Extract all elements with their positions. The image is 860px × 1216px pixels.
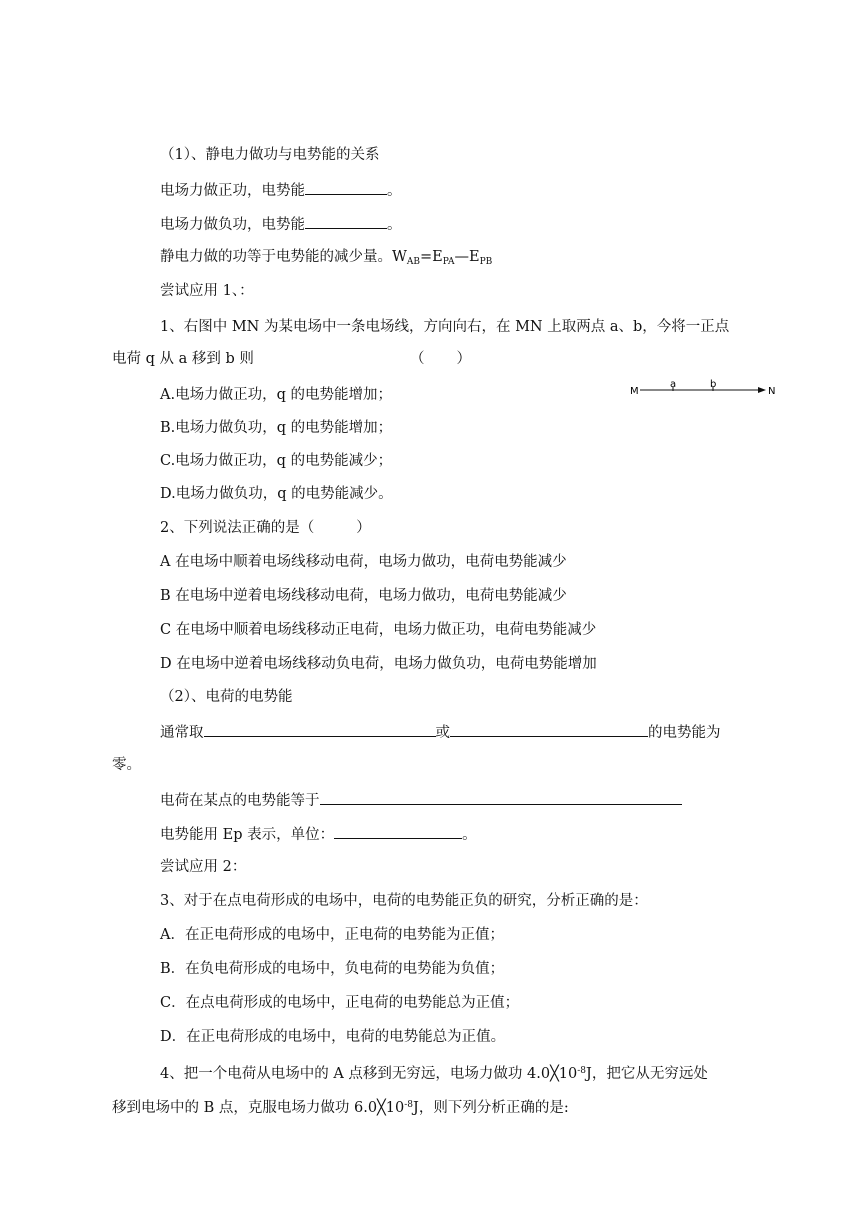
- q4-line2-tail: J，则下列分析正确的是:: [413, 1100, 569, 1116]
- relation-sub-pb: PB: [479, 257, 493, 267]
- symbol-text: 电势能用 Ep 表示，单位：: [160, 827, 335, 843]
- field-arrow-icon: [758, 387, 766, 393]
- relation-line: [160, 248, 492, 271]
- q3-option-d: D．在正电荷形成的电场中，电荷的电势能总为正值。: [160, 1029, 506, 1045]
- figure-label-n: N: [768, 386, 776, 397]
- symbol-end: 。: [462, 827, 477, 843]
- q4-line2-text: 移到电场中的 B 点，克服电场力做功 6.0╳10: [112, 1100, 405, 1116]
- zero-line: [160, 722, 721, 742]
- point-energy-line: [160, 790, 682, 810]
- q4-line1-text: 4、把一个电荷从电场中的 A 点移到无穷远，电场力做功 4.0╳10: [160, 1066, 578, 1082]
- field-line-figure: [628, 376, 778, 400]
- q2-option-a: A 在电场中顺着电场线移动电荷，电场力做功，电荷电势能减少: [160, 554, 567, 570]
- q1-option-b: B.电场力做负功，q 的电势能增加；: [160, 420, 393, 436]
- q1-paren-close: ）: [456, 351, 471, 367]
- q2-option-c: C 在电场中顺着电场线移动正电荷，电场力做正功，电荷电势能减少: [160, 622, 597, 638]
- q2-option-d: D 在电场中逆着电场线移动负电荷，电场力做负功，电荷电势能增加: [160, 656, 597, 672]
- q2-stem: [160, 519, 371, 537]
- pos-work-end: 。: [387, 183, 402, 199]
- symbol-line: [160, 824, 477, 844]
- relation-sub-ab: AB: [406, 257, 421, 267]
- q3-option-b: B．在负电荷形成的电场中，负电荷的电势能为负值；: [160, 961, 505, 977]
- section1-heading: （1）、静电力做功与电势能的关系: [160, 147, 380, 163]
- q1-option-a: A.电场力做正功，q 的电势能增加；: [160, 387, 392, 403]
- unit-blank[interactable]: [334, 824, 462, 839]
- pos-work-blank[interactable]: [305, 180, 387, 195]
- zero-wrap: 零。: [112, 757, 141, 773]
- practice1-title: 尝试应用 1、：: [160, 283, 254, 299]
- relation-sub-pa: PA: [442, 257, 455, 267]
- zero-or: 或: [435, 725, 450, 741]
- pos-work-text: 电场力做正功，电势能: [160, 183, 305, 199]
- q4-line1-tail: J，把它从无穷远处: [586, 1066, 708, 1082]
- point-energy-text: 电荷在某点的电势能等于: [160, 793, 320, 809]
- relation-eq: =E: [420, 249, 443, 265]
- q3-option-a: A．在正电荷形成的电场中，正电荷的电势能为正值；: [160, 927, 504, 943]
- point-energy-blank[interactable]: [320, 790, 682, 805]
- q4-line2-exponent: -8: [404, 1100, 414, 1110]
- practice2-title: 尝试应用 2：: [160, 859, 247, 875]
- q1-line2-text: 电荷 q 从 a 移到 b 则: [112, 351, 254, 367]
- q3-option-c: C．在点电荷形成的电场中，正电荷的电势能总为正值；: [160, 995, 520, 1011]
- section2-heading: （2）、电荷的电势能: [160, 689, 293, 705]
- q2-option-b: B 在电场中逆着电场线移动电荷，电场力做功，电荷电势能减少: [160, 588, 567, 604]
- relation-dash: —E: [454, 249, 480, 265]
- figure-label-a: a: [670, 379, 677, 390]
- figure-label-b: b: [710, 379, 717, 390]
- q1-line2: [112, 350, 254, 368]
- q2-paren-close: ）: [356, 520, 371, 536]
- neg-work-text: 电场力做负功，电势能: [160, 217, 305, 233]
- zero-prefix: 通常取: [160, 725, 204, 741]
- q1-option-d: D.电场力做负功，q 的电势能减少。: [160, 486, 393, 502]
- q1-line1: 1、右图中 MN 为某电场中一条电场线，方向向右，在 MN 上取两点 a、b，今将一正点: [160, 319, 730, 335]
- zero-blank-2[interactable]: [450, 722, 648, 737]
- pos-work-line: [160, 180, 402, 200]
- q2-stem-text: 2、下列说法正确的是（: [160, 520, 315, 536]
- zero-suffix: 的电势能为: [648, 725, 721, 741]
- q4-line1: [160, 1062, 708, 1083]
- q1-option-c: C.电场力做正功，q 的电势能减少；: [160, 453, 393, 469]
- relation-text: 静电力做的功等于电势能的减少量。W: [160, 249, 407, 265]
- q4-line2: [112, 1096, 569, 1117]
- figure-label-m: M: [630, 386, 639, 397]
- q1-answer-paren[interactable]: [410, 350, 471, 368]
- q1-paren-open: （: [410, 351, 425, 367]
- q3-stem: 3、对于在点电荷形成的电场中，电荷的电势能正负的研究，分析正确的是：: [160, 893, 648, 909]
- neg-work-line: [160, 214, 402, 234]
- q4-line1-exponent: -8: [577, 1066, 587, 1076]
- neg-work-blank[interactable]: [305, 214, 387, 229]
- zero-blank-1[interactable]: [204, 722, 436, 737]
- neg-work-end: 。: [387, 217, 402, 233]
